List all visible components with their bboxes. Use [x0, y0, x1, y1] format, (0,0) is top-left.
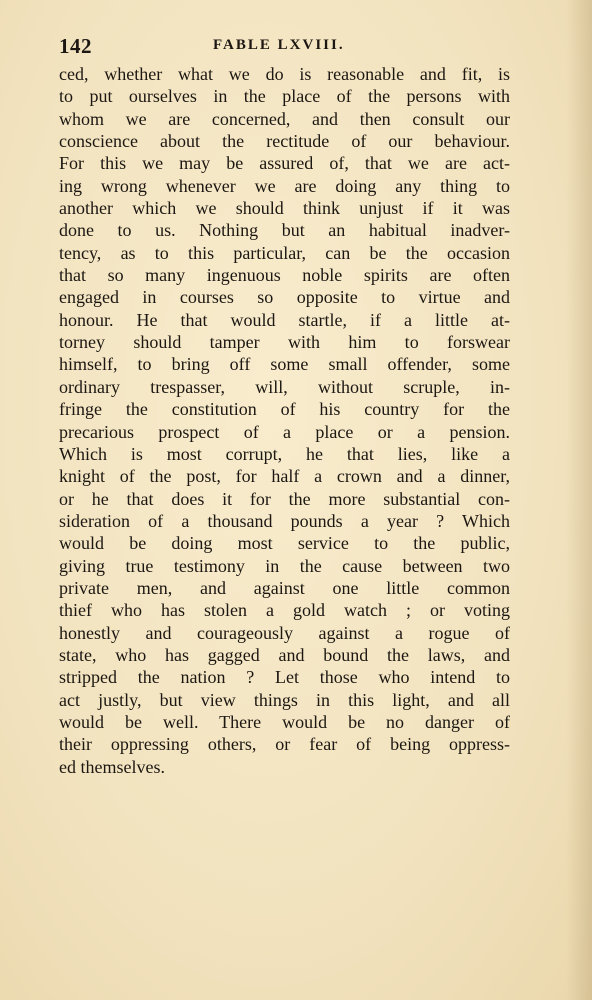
- text-line: would be doing most service to the public,: [59, 533, 510, 554]
- text-line: giving true testimony in the cause between two: [59, 555, 510, 576]
- text-line: honestly and courageously against a rogue of: [59, 622, 510, 643]
- text-line: ed themselves.: [59, 756, 165, 777]
- text-line: or he that does it for the more substantial con-: [59, 488, 510, 509]
- text-line: fringe the constitution of his country for the: [59, 399, 510, 420]
- text-line: another which we should think unjust if it was: [59, 198, 510, 219]
- text-line: done to us. Nothing but an habitual inadver-: [59, 220, 510, 241]
- text-line: that so many ingenuous noble spirits are often: [59, 265, 510, 286]
- text-line: ced, whether what we do is reasonable and fit, is: [59, 64, 510, 84]
- text-line: himself, to bring off some small offender, some: [59, 354, 510, 375]
- text-line: For this we may be assured of, that we are act-: [59, 153, 510, 174]
- text-line: thief who has stolen a gold watch ; or voting: [59, 600, 510, 621]
- running-title: FABLE LXVIII.: [213, 37, 345, 53]
- text-line: to put ourselves in the place of the persons with: [59, 86, 510, 107]
- text-line: torney should tamper with him to forswear: [59, 332, 510, 353]
- text-line: stripped the nation ? Let those who intend to: [59, 667, 510, 688]
- text-line: Which is most corrupt, he that lies, like a: [59, 443, 510, 464]
- text-line: honour. He that would startle, if a little at-: [59, 309, 510, 330]
- text-line: sideration of a thousand pounds a year ? Which: [59, 510, 510, 531]
- text-line: ordinary trespasser, will, without scruple, in-: [59, 376, 510, 397]
- text-line: ing wrong whenever we are doing any thing to: [59, 175, 510, 196]
- text-line: whom we are concerned, and then consult our: [59, 108, 510, 129]
- text-line: state, who has gagged and bound the laws, and: [59, 644, 510, 665]
- page-edge-shadow: [566, 0, 592, 1000]
- running-head: [59, 34, 510, 58]
- page-number: 142: [59, 34, 92, 58]
- text-line: would be well. There would be no danger of: [59, 711, 510, 732]
- text-line: their oppressing others, or fear of being oppress-: [59, 734, 510, 755]
- text-line: precarious prospect of a place or a pension.: [59, 421, 510, 442]
- text-line: knight of the post, for half a crown and a dinner,: [59, 466, 510, 487]
- text-line: conscience about the rectitude of our behaviour.: [59, 131, 510, 152]
- text-line: act justly, but view things in this light, and all: [59, 689, 510, 710]
- text-line: engaged in courses so opposite to virtue and: [59, 287, 510, 308]
- body-text: [59, 63, 510, 778]
- text-line: private men, and against one little common: [59, 577, 510, 598]
- text-line: tency, as to this particular, can be the occasion: [59, 242, 510, 263]
